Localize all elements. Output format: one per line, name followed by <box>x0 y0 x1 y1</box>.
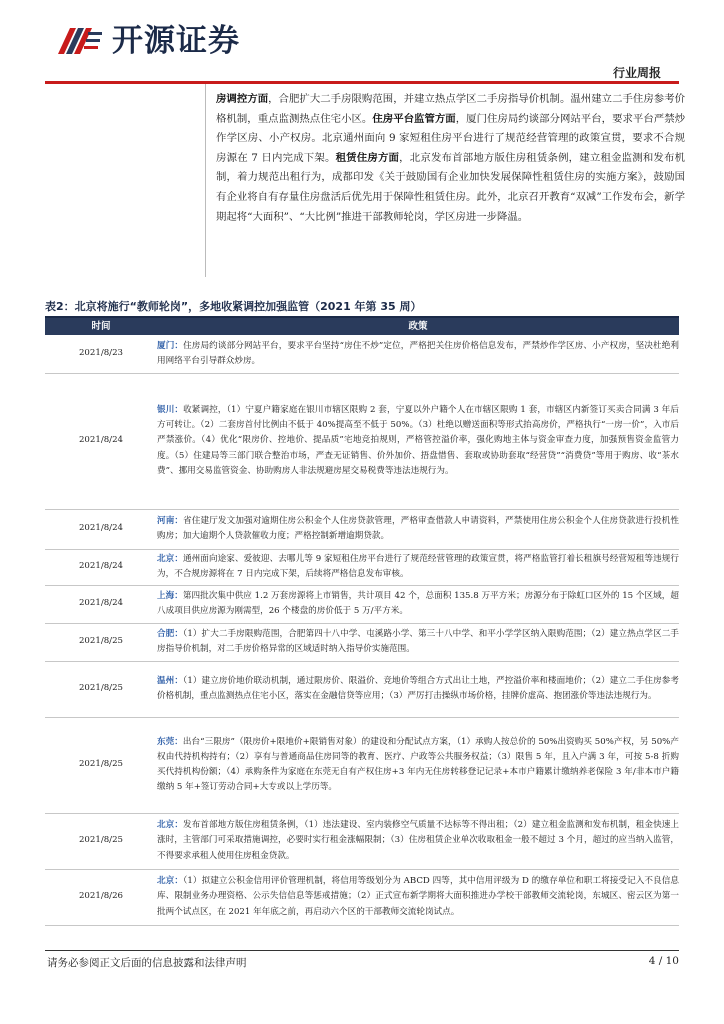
row-policy-text: 第四批次集中供应 1.2 万套房源将上市销售，共计项目 42 个，总面积 135.8 万平方米；房源分布于除虹口区外的 15 个区域，超八成项目供应房源为刚需型，26 个楼盘的房价低于 5 万/平方米。 <box>157 590 679 616</box>
row-policy-text: 省住建厅发文加强对逾期住房公积金个人住房贷款管理，严格审查借款人申请资料，严禁使用住房公积金个人住房贷款进行投机性购房；加大逾期个人贷款催收力度；严格控制新增逾期贷款。 <box>157 515 679 541</box>
row-city: 温州： <box>157 675 183 686</box>
column-header-time: 时间 <box>45 318 157 335</box>
row-policy <box>157 623 679 661</box>
row-policy-text: （1）扩大二手房限购范围，合肥第四十八中学、屯溪路小学、第三十八中学、和平小学学区纳入限购范围；（2）建立热点学区二手房指导价机制，对二手房价格异常的区域适时纳入指导价实施范围。 <box>157 628 679 654</box>
row-date: 2021/8/24 <box>45 373 157 509</box>
row-policy <box>157 585 679 623</box>
summary-heading-2: 住房平台监管方面 <box>372 112 456 125</box>
row-policy-text: 出台“三限房”（限房价+限地价+限销售对象）的建设和分配试点方案，（1）承购人按总价的 50%出资购买 50%产权，另 50%产权由代持机构持有；（2）享有与普通商品住房同等的教育、医疗、户政等公共服务权益；（3）限售 5 年，且入户满 3 年，可按 5-8 折购买代持机构份额；（4）承购条件为家庭在东莞无自有产权住房+3 年内无住房转移登记记录+本市户籍累计缴纳养老保险 3 年/非本市户籍缴纳 5 年+签订劳动合同+大专或以上学历等。 <box>157 736 679 793</box>
row-policy <box>157 335 679 373</box>
summary-text-3: ，北京发布首部地方版住房租赁条例，建立租金监测和发布机制，着力规范出租行为，成都印发《关于鼓励国有企业加快发展保障性租赁住房的实施方案》，鼓励国有企业将自有存量住房盘活后优先用于保障性租赁住房。此外，北京召开教育“双减”工作发布会，新学期起将“大面积”、“大比例”推进干部教师轮岗，学区房进一步降温。 <box>216 151 686 223</box>
row-policy <box>157 549 679 585</box>
footer-divider <box>45 950 679 951</box>
row-city: 北京： <box>157 876 183 887</box>
row-city: 河南： <box>157 515 184 526</box>
row-policy-text: 收紧调控，（1）宁夏户籍家庭在银川市辖区限购 2 套，宁夏以外户籍个人在市辖区限购 1 套，市辖区内新签订买卖合同满 3 年后方可转让。（2）二套房首付比例由不低于 40%提高至不低于 50%。（3）杜绝以赠送面积等形式抬高房价，严格执行“一房一价”，入市后严禁涨价。（4）优化“限房价、控地价、提品质”宅地竞拍规则，严格管控溢价率，强化购地主体与资金审查力度，加强预售资金监管力度。（5）住建局等三部门联合整治市场，严查无证销售、价外加价、捂盘惜售、套取或协助套取“经营贷”“消费贷”等用于购房、收“茶水费”、挪用交易监管资金、协助购房人非法规避房屋交易税费等违法违规行为。 <box>157 404 679 476</box>
row-date: 2021/8/25 <box>45 717 157 813</box>
table-header-row <box>45 318 679 335</box>
row-policy-text: （1）拟建立公积金信用评价管理机制，将信用等级划分为 ABCD 四等，其中信用评级为 D 的缴存单位和职工将接受记入不良信息库、限制业务办理资格、公示失信信息等惩戒措施；（2）正式宣布新学期将大面积推进办学校干部教师交流轮岗，东城区、密云区为第一批两个试点区，在 2021 年年底之前，再启动六个区的干部教师交流轮岗试点。 <box>157 876 679 917</box>
row-policy-text: 通州面向途家、爱彼迎、去哪儿等 9 家短租住房平台进行了规范经营管理的政策宣贯，将严格监管打着长租旗号经营短租等违规行为，不合规房源将在 7 日内完成下架，后续将严格信息发布审核。 <box>157 553 679 579</box>
table-row <box>45 813 679 869</box>
table-row <box>45 335 679 373</box>
row-date: 2021/8/23 <box>45 335 157 373</box>
logo-text: 开源证券 <box>112 23 240 59</box>
row-city: 厦门： <box>157 340 184 351</box>
summary-text-2: ，厦门住房局约谈部分网站平台，要求平台严禁炒作学区房、小产权房。北京通州面向 9 家短租住房平台进行了规范经营管理的政策宣贯，要求不合规房源在 7 日内完成下架。 <box>216 112 686 164</box>
summary-text-1: ，合肥扩大二手房限购范围，并建立热点学区二手房指导价机制。温州建立二手住房参考价格机制，重点监测热点住宅小区。 <box>216 93 686 125</box>
row-city: 东莞： <box>157 736 183 747</box>
row-policy <box>157 869 679 925</box>
row-policy <box>157 661 679 717</box>
row-policy <box>157 813 679 869</box>
row-city: 上海： <box>157 590 183 601</box>
row-date: 2021/8/24 <box>45 549 157 585</box>
row-date: 2021/8/26 <box>45 869 157 925</box>
policy-table <box>45 318 679 926</box>
row-policy <box>157 509 679 549</box>
page-number: 4 / 10 <box>648 955 679 967</box>
table-row <box>45 661 679 717</box>
row-policy <box>157 373 679 509</box>
row-date: 2021/8/25 <box>45 623 157 661</box>
logo-mark-icon <box>56 24 106 58</box>
table-row <box>45 585 679 623</box>
row-date: 2021/8/24 <box>45 585 157 623</box>
summary-paragraph <box>205 84 685 277</box>
row-date: 2021/8/25 <box>45 813 157 869</box>
table-row <box>45 509 679 549</box>
brand-logo <box>56 20 296 62</box>
row-date: 2021/8/24 <box>45 509 157 549</box>
table-row <box>45 549 679 585</box>
row-city: 银川： <box>157 404 184 415</box>
row-policy-text: （1）建立房价地价联动机制，通过限房价、限溢价、竞地价等组合方式出让土地，严控溢价率和楼面地价；（2）建立二手住房参考价格机制，重点监测热点住宅小区，落实在金融信贷等应用；（3）严厉打击操纵市场价格，挂牌价虚高、抱团涨价等违法违规行为。 <box>157 675 679 701</box>
table-row <box>45 869 679 925</box>
table-row <box>45 373 679 509</box>
table-row <box>45 623 679 661</box>
row-city: 北京： <box>157 820 183 831</box>
table-row <box>45 717 679 813</box>
summary-heading-3: 租赁住房方面 <box>335 151 400 164</box>
row-policy-text: 住房局约谈部分网站平台，要求平台坚持“房住不炒”定位，严格把关住房价格信息发布，严禁炒作学区房、小产权房，坚决杜绝利用网络平台引导群众炒房。 <box>157 340 679 366</box>
footer-disclaimer: 请务必参阅正文后面的信息披露和法律声明 <box>47 957 247 969</box>
row-city: 合肥： <box>157 628 183 639</box>
row-policy-text: 发布首部地方版住房租赁条例，（1）违法建设、室内装修空气质量不达标等不得出租；（2）建立租金监测和发布机制，租金快速上涨时，主管部门可采取措施调控，必要时实行租金涨幅限制；（3）住房租赁企业单次收取租金一般不超过 3 个月，超过的应当纳入监管，不得要求承租人使用住房租金贷款。 <box>157 820 679 861</box>
row-date: 2021/8/25 <box>45 661 157 717</box>
column-header-policy: 政策 <box>157 318 679 335</box>
report-type: 行业周报 <box>612 66 661 80</box>
row-policy <box>157 717 679 813</box>
row-city: 北京： <box>157 553 183 564</box>
summary-heading-1: 房调控方面 <box>216 93 269 105</box>
table-title: 表2：北京将施行“教师轮岗”，多地收紧调控加强监管（2021 年第 35 周） <box>45 300 422 313</box>
